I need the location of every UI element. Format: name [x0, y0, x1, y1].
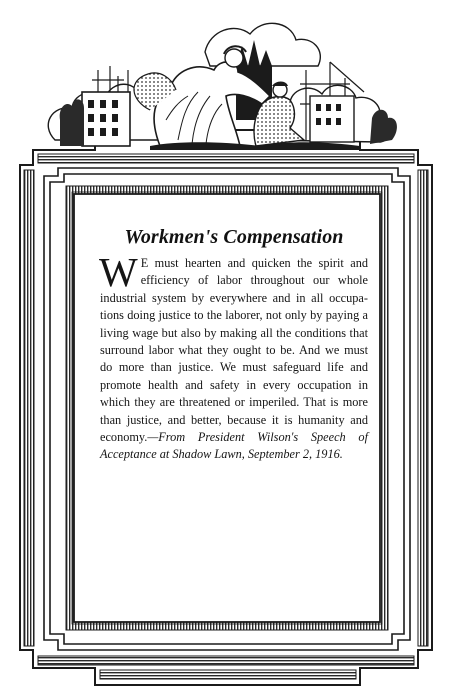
quotation-text: E must hearten and quicken the spirit and efficiency of labor throughout our whole industrial system by everywhere and in all occupations doing justice to the laborer, not only by paying a living wage but also by making all the conditions that surround labor what they ought to be. And we must do more than justice. We must safeguard life and promote health and safety in every occupation in which they are threatened or imperiled. That is more than justice, and better, because it is humanity and economy.	[100, 256, 368, 445]
workers-and-allegory-icon	[48, 23, 397, 150]
quotation-citation: —From President Wilson's Speech of Acceptance at Shadow Lawn, September 2, 1916.	[100, 430, 368, 462]
drop-cap-letter: W	[99, 249, 138, 295]
text-panel	[78, 208, 376, 608]
quotation-body	[99, 249, 368, 464]
document-title: Workmen's Compensation	[124, 226, 344, 248]
